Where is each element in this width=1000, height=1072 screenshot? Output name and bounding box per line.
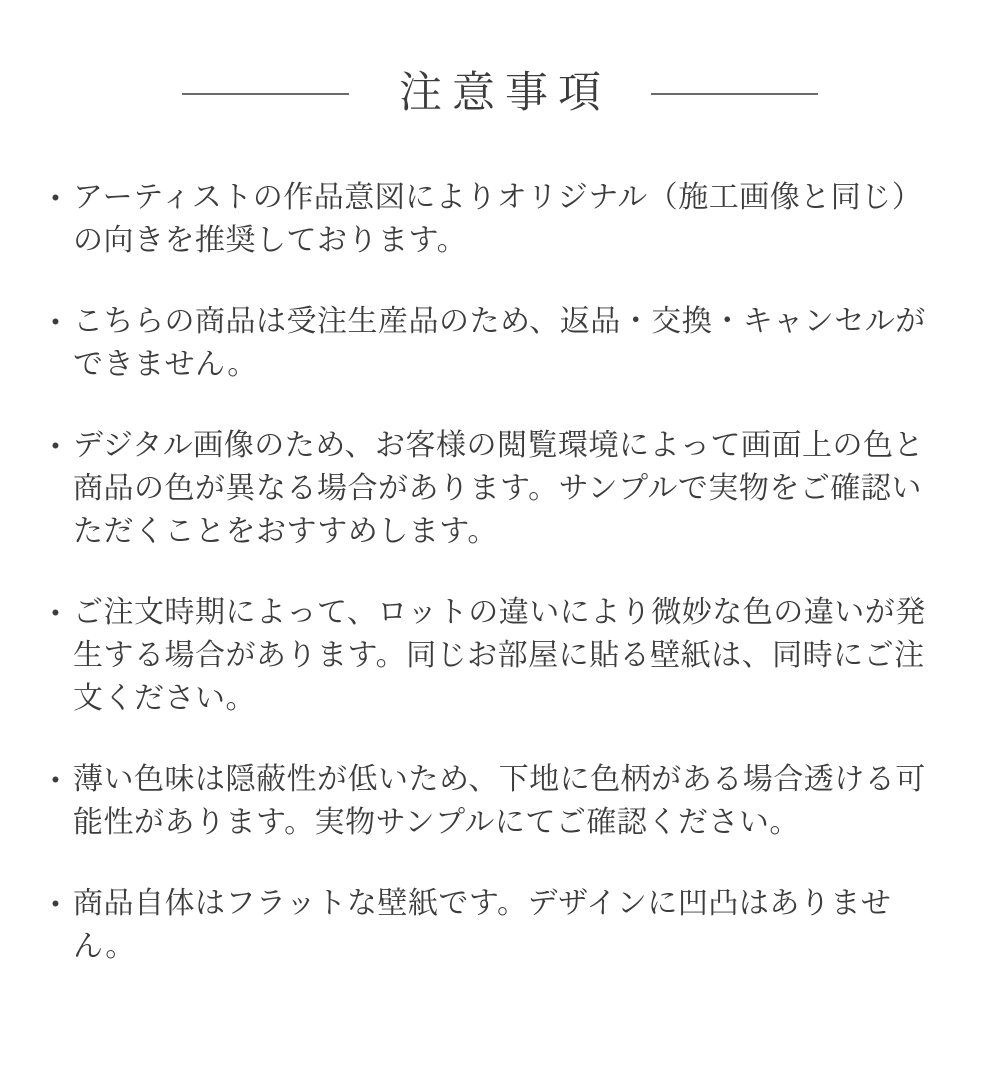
bullet-icon: • (51, 433, 60, 458)
title-section (0, 69, 1000, 117)
page-title: 注意事項 (399, 69, 611, 117)
title-rule-left (182, 93, 349, 95)
title-rule-right (651, 93, 818, 95)
notice-text: アーティストの作品意図によりオリジナル（施工画像と同じ）の向きを推奨しております。 (73, 181, 923, 257)
bullet-icon: • (51, 185, 60, 210)
notice-item (38, 591, 948, 720)
bullet-icon: • (51, 600, 60, 625)
notice-list (38, 176, 948, 968)
notice-text: 商品自体はフラットな壁紙です。デザインに凹凸はありません。 (73, 887, 892, 963)
notice-item (38, 882, 948, 968)
bullet-icon: • (51, 309, 60, 334)
notice-item (38, 300, 948, 386)
notice-text: 薄い色味は隠蔽性が低いため、下地に色柄がある場合透ける可能性があります。実物サンプルにてご確認ください。 (73, 763, 926, 839)
notice-text: デジタル画像のため、お客様の閲覧環境によって画面上の色と商品の色が異なる場合があります。サンプルで実物をご確認いただくことをおすすめします。 (73, 429, 924, 548)
bullet-icon: • (51, 767, 60, 792)
bullet-icon: • (51, 891, 60, 916)
notice-text: ご注文時期によって、ロットの違いにより微妙な色の違いが発生する場合があります。同じお部屋に貼る壁紙は、同時にご注文ください。 (73, 596, 926, 715)
notice-item (38, 758, 948, 844)
notice-item (38, 176, 948, 262)
notice-page (0, 69, 1000, 1072)
notice-text: こちらの商品は受注生産品のため、返品・交換・キャンセルができません。 (73, 305, 926, 381)
notice-item (38, 424, 948, 553)
